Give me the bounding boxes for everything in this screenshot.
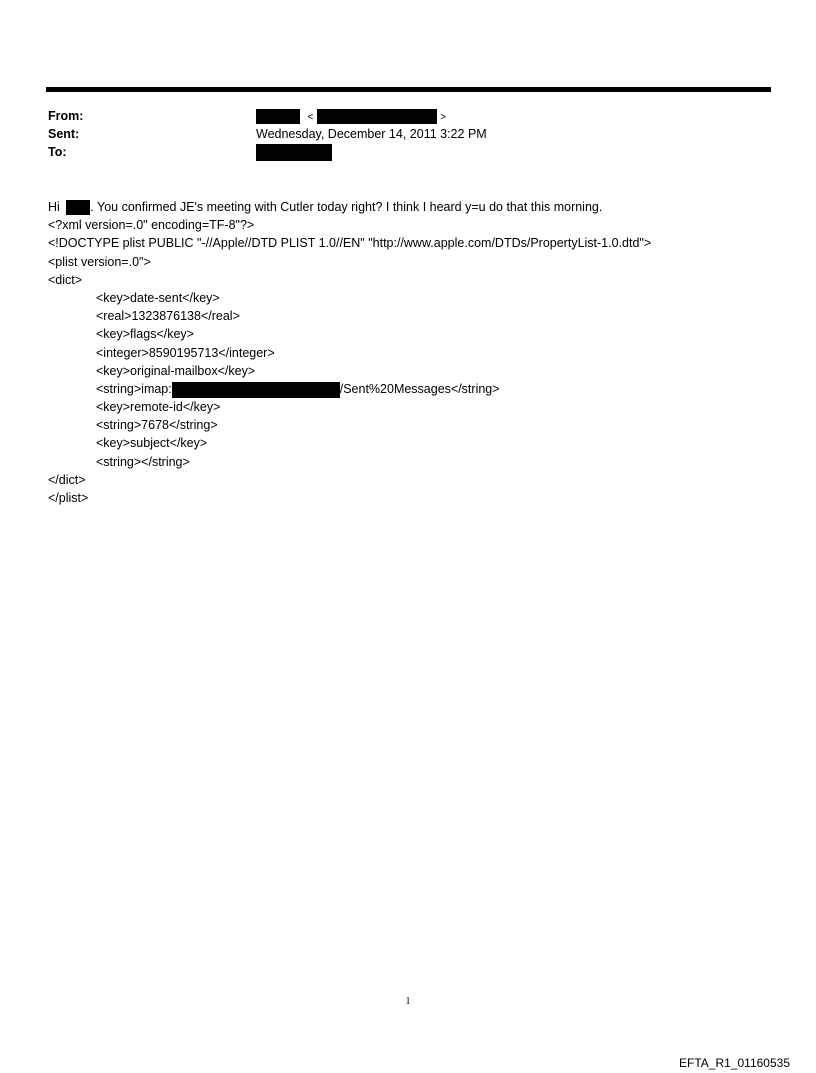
xml-line: <key>date-sent</key> (96, 290, 220, 305)
xml-line: <string>7678</string> (96, 418, 218, 433)
to-label: To: (48, 145, 67, 159)
document-id: EFTA_R1_01160535 (679, 1056, 790, 1070)
header-rule (46, 87, 771, 92)
xml-line: <integer>8590195713</integer> (96, 345, 275, 360)
xml-line: <?xml version=.0" encoding=TF-8"?> (48, 218, 255, 233)
xml-line: <key>subject</key> (96, 436, 208, 451)
imap-line (48, 380, 651, 398)
redaction-box (256, 109, 300, 124)
page-number: 1 (405, 996, 411, 1007)
xml-line: <key>original-mailbox</key> (96, 363, 256, 378)
xml-line: <real>1323876138</real> (96, 309, 240, 324)
xml-line: <dict> (48, 272, 83, 287)
sent-label: Sent: (48, 127, 80, 141)
xml-line: <key>flags</key> (96, 327, 194, 342)
from-value (256, 108, 446, 126)
sent-value: Wednesday, December 14, 2011 3:22 PM (256, 127, 487, 141)
greeting-text: . You confirmed JE's meeting with Cutler today right? I think I heard y=u do that this morning. (90, 200, 603, 214)
from-label: From: (48, 109, 84, 123)
from-open-bracket: < (307, 112, 314, 123)
xml-line: <key>remote-id</key> (96, 400, 221, 415)
xml-line: <plist version=.0"> (48, 254, 151, 269)
redaction-box (256, 144, 332, 161)
greeting-prefix: Hi (48, 200, 60, 214)
imap-suffix: /Sent%20Messages</string> (339, 381, 500, 396)
xml-line: <string></string> (96, 454, 190, 469)
imap-prefix: <string>imap: (96, 381, 172, 396)
xml-line: </dict> (48, 472, 86, 487)
xml-line: </plist> (48, 491, 89, 505)
redaction-box (172, 382, 340, 398)
xml-line: <!DOCTYPE plist PUBLIC "-//Apple//DTD PLIST 1.0//EN" "http://www.apple.com/DTDs/PropertyList-1.0.dtd"> (48, 236, 652, 251)
redaction-box (66, 200, 90, 215)
email-body (48, 198, 651, 507)
greeting-line (48, 198, 651, 216)
to-value (256, 144, 332, 161)
redaction-box (317, 109, 437, 124)
from-close-bracket: > (440, 112, 447, 123)
